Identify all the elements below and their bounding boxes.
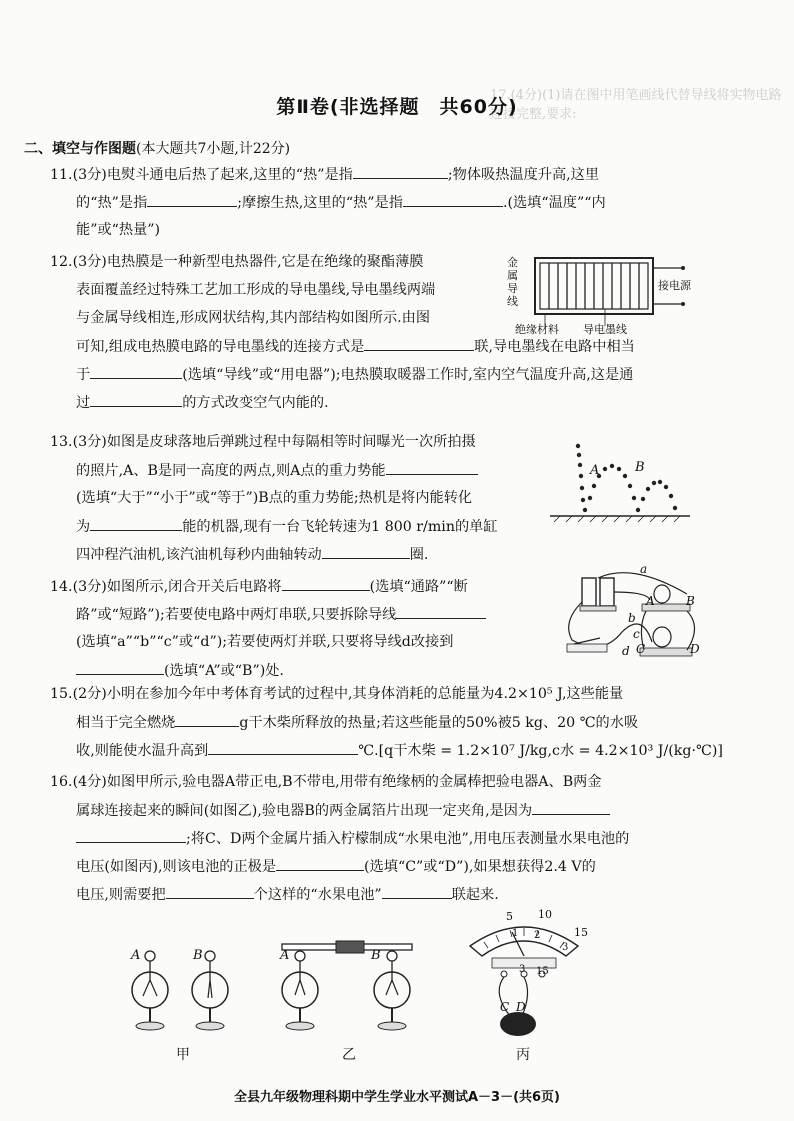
q16-blank-3[interactable] xyxy=(166,884,254,899)
q14-blank-3[interactable] xyxy=(76,660,164,675)
wire-c-label: c xyxy=(633,627,640,641)
q13-line5: 四冲程汽油机,该汽油机每秒内曲轴转动 圈. xyxy=(76,544,428,565)
q13-line2: 的照片,A、B是同一高度的两点,则A点的重力势能 xyxy=(76,460,478,481)
q11-line2: 的“热”是指 ;摩擦生热,这里的“热”是指 .(选填“温度”“内 xyxy=(76,192,606,213)
lamp-base-lower xyxy=(640,648,692,656)
q14-blank-2[interactable] xyxy=(396,604,486,619)
section-note: (本大题共7小题,计22分) xyxy=(136,141,291,157)
q16-line1: 16.(4分)如图甲所示,验电器A带正电,B不带电,用带有绝缘柄的金属棒把验电器A、B两金 xyxy=(50,774,602,790)
q16-line5: 电压,则需要把 个这样的“水果电池” 联起来. xyxy=(76,884,499,905)
jia-B-label: B xyxy=(193,948,203,963)
q16-blank-2[interactable] xyxy=(276,856,364,871)
power-terminal-bottom xyxy=(681,302,685,306)
point-a-label: A xyxy=(590,463,600,478)
terminal-A-label: A xyxy=(646,594,655,608)
q11-line1: 11.(3分)电熨斗通电后热了起来,这里的“热”是指 ;物体吸热温度升高,这里 xyxy=(50,164,599,185)
terminal-B-label: B xyxy=(686,594,695,608)
yi-B-label: B xyxy=(371,948,381,963)
q12-line1: 12.(3分)电热膜是一种新型电热器件,它是在绝缘的聚酯薄膜 xyxy=(50,254,424,270)
wire-b-label: b xyxy=(628,611,636,625)
q14-line2: 路”或“短路”);若要使电路中两灯串联,只要拆除导线 xyxy=(76,604,486,625)
dial-tick-10: 10 xyxy=(538,908,552,921)
q14-blank-1[interactable] xyxy=(282,576,370,591)
q14-line3: (选填“a”“b”“c”或“d”);若要使两灯并联,只要将导线d改接到 xyxy=(76,634,454,650)
q15-line1: 15.(2分)小明在参加今年中考体育考试的过程中,其身体消耗的总能量为4.2×10⁵ J,这些能量 xyxy=(50,686,624,702)
q13-blank-3[interactable] xyxy=(322,544,410,559)
yi-A-label: A xyxy=(280,948,290,963)
dial-tick-5: 5 xyxy=(506,910,513,923)
point-b-label: B xyxy=(635,460,645,475)
metal-wire-label: 金属导线 xyxy=(507,256,518,308)
page-footer: 全县九年级物理科期中学生学业水平测试A－3－(共6页) xyxy=(233,1090,561,1105)
bleed-through-text: 17.(4分)(1)请在图中用笔画线代替导线将实物电路连接完整,要求: xyxy=(490,88,782,122)
terminal-C-label: C xyxy=(636,642,646,656)
electroscopes-yi-figure xyxy=(270,932,425,1038)
electrode-D-label: D xyxy=(516,1000,526,1014)
q11-blank-1[interactable] xyxy=(353,164,448,179)
q15-line2: 相当于完全燃烧 g干木柴所释放的热量;若这些能量的50%被5 kg、20 ℃的水吸 xyxy=(76,712,638,733)
q11-line3: 能”或“热量”) xyxy=(76,222,161,238)
q15-line3: 收,则能使水温升高到 ℃.[q干木柴 = 1.2×10⁷ J/kg,c水 = 4.2×10³ J/(kg·℃)] xyxy=(76,740,723,761)
dial-tick-1: 1 xyxy=(512,928,519,939)
q13-line3: (选填“大于”“小于”或“等于”)B点的重力势能;热机是将内能转化 xyxy=(76,490,473,506)
section-heading-label: 二、填空与作图题 xyxy=(24,141,136,157)
q13-blank-2[interactable] xyxy=(90,516,182,531)
terminal-neg xyxy=(501,971,507,977)
ground-hatching xyxy=(554,516,680,522)
q16-line3: ;将C、D两个金属片插入柠檬制成“水果电池”,用电压表测量水果电池的 xyxy=(76,828,629,849)
q11-blank-3[interactable] xyxy=(403,192,503,207)
q12-line3: 与金属导线相连,形成网状结构,其内部结构如图所示.由图 xyxy=(76,310,431,326)
terminal-D-label: D xyxy=(690,642,700,656)
q16-blank-4[interactable] xyxy=(382,884,452,899)
ink-line-label: 导电墨线 xyxy=(583,323,627,336)
q13-line4: 为 能的机器,现有一台飞轮转速为1 800 r/min的单缸 xyxy=(76,516,498,537)
q12-line5: 于 (选填“导线”或“用电器”);电热膜取暖器工作时,室内空气温度升高,这是通 xyxy=(76,364,633,385)
terminal-label-3: 3 xyxy=(519,964,526,975)
dial-tick-15: 15 xyxy=(574,926,588,939)
insulation-label: 绝缘材料 xyxy=(515,323,559,336)
bouncing-ball-figure xyxy=(550,438,690,526)
q12-line6: 过 的方式改变空气内能的. xyxy=(76,392,329,413)
lemon xyxy=(500,1012,536,1036)
jia-A-label: A xyxy=(131,948,141,963)
fruit-battery-figure xyxy=(462,908,592,1043)
wire-b xyxy=(614,592,650,600)
battery-2 xyxy=(600,578,614,606)
switch-blade xyxy=(574,638,600,644)
q16-blank-1[interactable] xyxy=(532,800,610,815)
insulated-handle xyxy=(336,941,364,953)
q15-blank-2[interactable] xyxy=(208,740,358,755)
q16-line4: 电压(如图丙),则该电池的正极是 (选填“C”或“D”),如果想获得2.4 V的 xyxy=(76,856,596,877)
q16-blank-1-cont[interactable] xyxy=(76,828,186,843)
q15-blank-1[interactable] xyxy=(175,712,239,727)
terminal-label-15: 15 xyxy=(536,966,549,977)
q11-blank-2[interactable] xyxy=(147,192,237,207)
q12-blank-3[interactable] xyxy=(90,392,182,407)
battery-1 xyxy=(582,578,596,606)
dial-tick-2: 2 xyxy=(534,930,541,941)
bulb-lower xyxy=(653,627,671,647)
q14-line4: (选填“A”或“B”)处. xyxy=(76,660,284,681)
ball-exposures xyxy=(576,444,677,512)
power-label: 接电源 xyxy=(658,279,691,292)
q12-blank-2[interactable] xyxy=(90,364,182,379)
wire-d-label: d xyxy=(622,644,630,658)
figure-jia-caption: 甲 xyxy=(176,1047,190,1063)
battery-holder xyxy=(580,606,616,611)
figure-bing-caption: 丙 xyxy=(516,1047,530,1063)
q12-blank-1[interactable] xyxy=(364,336,474,351)
q12-line4: 可知,组成电热膜电路的导电墨线的连接方式是 联,导电墨线在电路中相当 xyxy=(76,336,635,357)
power-terminal-top xyxy=(681,266,685,270)
bulb-upper xyxy=(654,585,670,603)
switch xyxy=(567,644,607,652)
q14-line1: 14.(3分)如图所示,闭合开关后电路将 (选填“通路”“断 xyxy=(50,576,468,597)
dial-tick-3: 3 xyxy=(562,942,569,953)
q12-line2: 表面覆盖经过特殊工艺加工形成的导电墨线,导电墨线两端 xyxy=(76,282,436,298)
q13-blank-1[interactable] xyxy=(386,460,478,475)
paper-section-title: 第Ⅱ卷(非选择题 共60分) xyxy=(276,96,518,118)
wire-a-label: a xyxy=(640,562,648,576)
q13-line1: 13.(3分)如图是皮球落地后弹跳过程中每隔相等时间曝光一次所拍摄 xyxy=(50,434,476,450)
electrode-C-label: C xyxy=(500,1000,510,1014)
figure-yi-caption: 乙 xyxy=(342,1047,356,1063)
conductive-ink-lines xyxy=(549,263,639,309)
section-heading xyxy=(24,138,290,158)
q16-line2: 属球连接起来的瞬间(如图乙),验电器B的两金属箔片出现一定夹角,是因为 xyxy=(76,800,610,821)
